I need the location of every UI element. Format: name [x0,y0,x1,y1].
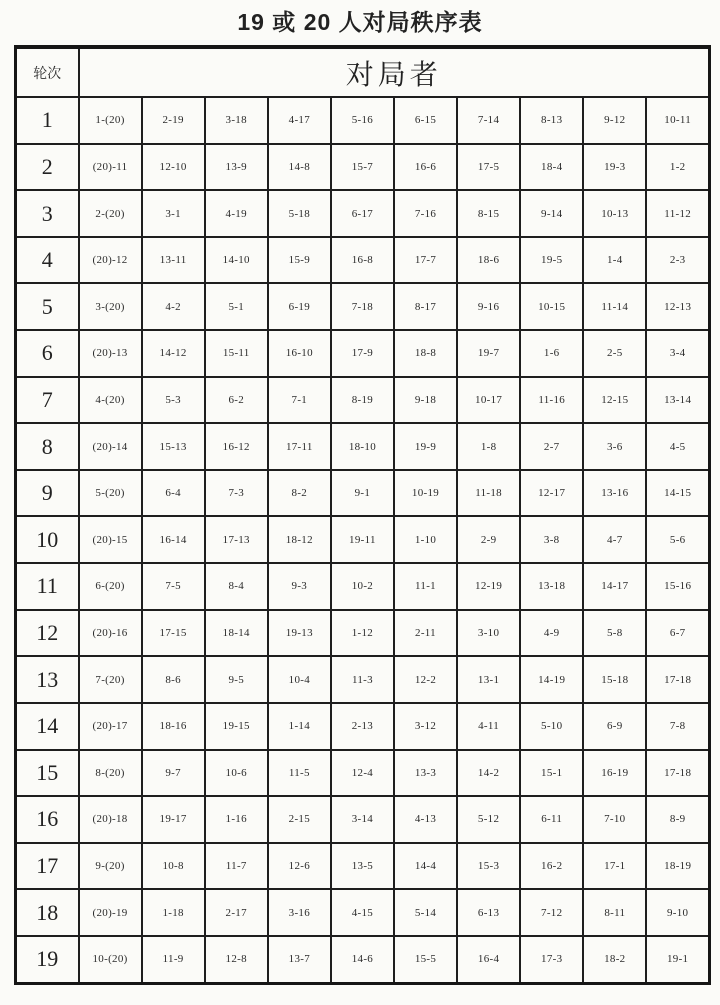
pairing-cell: 16-10 [268,330,331,377]
pairing-cell: 9-10 [646,889,709,936]
pairing-cell: 10-2 [331,563,394,610]
round-number-cell: 17 [16,843,79,890]
pairing-cell: 1-8 [457,423,520,470]
pairing-cell: 6-2 [205,377,268,424]
round-number-cell: 16 [16,796,79,843]
pairing-cell: (20)-14 [79,423,142,470]
pairing-cell: 19-15 [205,703,268,750]
pairing-cell: 4-11 [457,703,520,750]
pairing-cell: 1-12 [331,610,394,657]
pairing-cell: 5-12 [457,796,520,843]
pairing-cell: 10-19 [394,470,457,517]
pairing-cell: 13-11 [142,237,205,284]
pairing-cell: 2-9 [457,516,520,563]
table-row [16,889,710,936]
pairing-cell: 5-16 [331,97,394,144]
pairing-cell: 19-1 [646,936,709,984]
pairing-cell: 18-10 [331,423,394,470]
pairing-cell: 19-5 [520,237,583,284]
pairing-cell: 19-7 [457,330,520,377]
pairing-cell: 6-7 [646,610,709,657]
pairing-cell: 10-6 [205,750,268,797]
pairing-cell: 4-19 [205,190,268,237]
table-row [16,516,710,563]
pairing-cell: 8-13 [520,97,583,144]
pairing-cell: 12-10 [142,144,205,191]
pairing-cell: 9-18 [394,377,457,424]
pairing-cell: 2-5 [583,330,646,377]
pairing-cell: 1-2 [646,144,709,191]
pairing-cell: 3-12 [394,703,457,750]
pairing-cell: 8-17 [394,283,457,330]
pairing-cell: 5-(20) [79,470,142,517]
pairing-cell: 13-3 [394,750,457,797]
pairing-cell: 15-3 [457,843,520,890]
table-row [16,936,710,984]
table-row [16,144,710,191]
pairing-cell: (20)-16 [79,610,142,657]
pairing-cell: 18-8 [394,330,457,377]
round-number-cell: 7 [16,377,79,424]
round-number-cell: 9 [16,470,79,517]
pairing-cell: 11-14 [583,283,646,330]
pairing-cell: 7-8 [646,703,709,750]
pairing-cell: 9-16 [457,283,520,330]
pairing-cell: 7-10 [583,796,646,843]
pairing-cell: 2-7 [520,423,583,470]
pairing-cell: 2-11 [394,610,457,657]
round-number-cell: 8 [16,423,79,470]
table-row [16,796,710,843]
pairing-cell: 7-(20) [79,656,142,703]
pairing-cell: 11-3 [331,656,394,703]
pairing-cell: 1-6 [520,330,583,377]
pairing-cell: 5-10 [520,703,583,750]
pairing-cell: 3-10 [457,610,520,657]
pairing-order-table [14,45,711,985]
pairing-cell: 4-7 [583,516,646,563]
pairing-cell: 8-19 [331,377,394,424]
round-number-cell: 1 [16,97,79,144]
round-number-cell: 12 [16,610,79,657]
pairing-cell: 3-14 [331,796,394,843]
pairing-cell: 15-5 [394,936,457,984]
pairing-cell: 16-2 [520,843,583,890]
pairing-cell: 14-2 [457,750,520,797]
pairing-cell: 12-13 [646,283,709,330]
pairing-cell: 14-12 [142,330,205,377]
pairing-cell: 3-6 [583,423,646,470]
pairing-cell: 12-19 [457,563,520,610]
pairing-cell: 19-13 [268,610,331,657]
table-row [16,563,710,610]
pairing-cell: 4-5 [646,423,709,470]
pairing-cell: 18-4 [520,144,583,191]
pairing-cell: 18-16 [142,703,205,750]
pairing-cell: 10-4 [268,656,331,703]
table-row [16,843,710,890]
pairing-cell: 2-17 [205,889,268,936]
pairing-cell: 15-7 [331,144,394,191]
pairing-cell: 2-15 [268,796,331,843]
pairing-cell: 15-1 [520,750,583,797]
pairing-cell: 15-11 [205,330,268,377]
pairing-cell: 9-12 [583,97,646,144]
pairing-cell: 15-13 [142,423,205,470]
pairing-cell: (20)-15 [79,516,142,563]
pairing-cell: (20)-19 [79,889,142,936]
pairing-cell: 17-13 [205,516,268,563]
pairing-cell: (20)-12 [79,237,142,284]
pairing-cell: 12-17 [520,470,583,517]
round-number-cell: 19 [16,936,79,984]
pairing-cell: 13-1 [457,656,520,703]
pairing-cell: 17-5 [457,144,520,191]
table-row [16,190,710,237]
pairing-cell: 6-13 [457,889,520,936]
pairing-cell: 12-15 [583,377,646,424]
round-number-cell: 6 [16,330,79,377]
table-row [16,283,710,330]
pairing-cell: 3-(20) [79,283,142,330]
table-row [16,656,710,703]
pairing-cell: 8-11 [583,889,646,936]
pairing-cell: 11-7 [205,843,268,890]
table-row [16,97,710,144]
round-number-cell: 2 [16,144,79,191]
pairing-cell: 4-(20) [79,377,142,424]
pairing-cell: 1-10 [394,516,457,563]
pairing-cell: 1-(20) [79,97,142,144]
pairing-cell: 7-5 [142,563,205,610]
table-row [16,237,710,284]
pairing-cell: 17-11 [268,423,331,470]
pairing-cell: 12-2 [394,656,457,703]
pairing-cell: 4-17 [268,97,331,144]
table-row [16,423,710,470]
pairing-cell: 5-1 [205,283,268,330]
pairing-cell: 1-16 [205,796,268,843]
pairing-cell: 16-8 [331,237,394,284]
pairing-cell: 18-2 [583,936,646,984]
pairing-cell: 18-19 [646,843,709,890]
pairing-cell: 5-3 [142,377,205,424]
table-row [16,610,710,657]
pairing-cell: 19-3 [583,144,646,191]
pairing-cell: 11-16 [520,377,583,424]
pairing-cell: 6-9 [583,703,646,750]
pairing-cell: 13-7 [268,936,331,984]
round-number-cell: 15 [16,750,79,797]
pairing-cell: 10-(20) [79,936,142,984]
pairing-cell: 9-5 [205,656,268,703]
pairing-cell: 5-14 [394,889,457,936]
pairing-cell: 17-15 [142,610,205,657]
pairing-cell: 11-5 [268,750,331,797]
pairing-cell: 19-11 [331,516,394,563]
pairing-cell: 6-15 [394,97,457,144]
round-number-cell: 13 [16,656,79,703]
pairing-cell: 6-19 [268,283,331,330]
table-row [16,377,710,424]
pairing-cell: 2-19 [142,97,205,144]
pairing-cell: 5-8 [583,610,646,657]
pairing-cell: 3-8 [520,516,583,563]
pairing-cell: 19-17 [142,796,205,843]
pairing-cell: 3-18 [205,97,268,144]
pairing-cell: 17-9 [331,330,394,377]
round-number-cell: 10 [16,516,79,563]
pairing-cell: 15-16 [646,563,709,610]
pairing-cell: 7-3 [205,470,268,517]
pairing-cell: (20)-11 [79,144,142,191]
round-number-cell: 11 [16,563,79,610]
pairing-cell: 17-18 [646,750,709,797]
pairing-cell: 6-11 [520,796,583,843]
pairing-cell: 8-4 [205,563,268,610]
pairing-cell: 10-17 [457,377,520,424]
pairing-cell: 7-1 [268,377,331,424]
pairing-cell: 18-14 [205,610,268,657]
pairing-cell: 10-15 [520,283,583,330]
pairing-cell: 3-1 [142,190,205,237]
pairing-cell: 10-8 [142,843,205,890]
pairing-cell: 9-1 [331,470,394,517]
pairing-cell: 8-2 [268,470,331,517]
round-number-cell: 4 [16,237,79,284]
pairing-cell: 16-6 [394,144,457,191]
round-column-header: 轮次 [16,47,79,97]
pairing-cell: 17-18 [646,656,709,703]
pairing-cell: 2-3 [646,237,709,284]
pairing-cell: 1-18 [142,889,205,936]
pairing-cell: 14-17 [583,563,646,610]
pairing-cell: 13-14 [646,377,709,424]
pairing-cell: 12-8 [205,936,268,984]
round-number-cell: 3 [16,190,79,237]
pairing-cell: 3-4 [646,330,709,377]
pairing-cell: (20)-13 [79,330,142,377]
pairing-cell: (20)-18 [79,796,142,843]
table-row [16,470,710,517]
pairing-cell: 14-8 [268,144,331,191]
pairing-cell: 4-9 [520,610,583,657]
pairing-cell: 19-9 [394,423,457,470]
pairing-cell: 11-1 [394,563,457,610]
pairing-cell: 10-13 [583,190,646,237]
pairing-cell: 17-1 [583,843,646,890]
pairing-cell: 5-6 [646,516,709,563]
pairing-cell: 15-9 [268,237,331,284]
table-row [16,703,710,750]
pairing-cell: 18-12 [268,516,331,563]
pairing-cell: 18-6 [457,237,520,284]
table-row [16,330,710,377]
table-row [16,750,710,797]
pairing-cell: 7-12 [520,889,583,936]
pairing-cell: 3-16 [268,889,331,936]
pairing-cell: 13-5 [331,843,394,890]
pairing-cell: 5-18 [268,190,331,237]
pairing-cell: 8-6 [142,656,205,703]
pairing-cell: 4-13 [394,796,457,843]
pairing-cell: 8-(20) [79,750,142,797]
pairing-cell: 4-2 [142,283,205,330]
pairing-cell: 9-7 [142,750,205,797]
pairing-cell: 16-19 [583,750,646,797]
pairing-cell: 17-7 [394,237,457,284]
table-header-row [16,47,710,97]
round-number-cell: 5 [16,283,79,330]
page-title: 19 或 20 人对局秩序表 [237,9,483,35]
round-number-cell: 14 [16,703,79,750]
pairing-cell: 14-6 [331,936,394,984]
pairing-cell: 10-11 [646,97,709,144]
players-column-header: 对局者 [79,47,710,97]
pairing-cell: 12-4 [331,750,394,797]
pairing-cell: 1-4 [583,237,646,284]
pairing-cell: 14-10 [205,237,268,284]
round-number-cell: 18 [16,889,79,936]
pairing-cell: 6-17 [331,190,394,237]
pairing-cell: 1-14 [268,703,331,750]
table-body [16,97,710,984]
pairing-cell: 11-12 [646,190,709,237]
pairing-cell: 17-3 [520,936,583,984]
pairing-cell: 14-4 [394,843,457,890]
pairing-cell: 7-16 [394,190,457,237]
pairing-cell: 6-4 [142,470,205,517]
pairing-cell: 7-14 [457,97,520,144]
pairing-cell: 9-14 [520,190,583,237]
pairing-cell: (20)-17 [79,703,142,750]
pairing-cell: 13-18 [520,563,583,610]
pairing-cell: 11-18 [457,470,520,517]
pairing-cell: 2-(20) [79,190,142,237]
pairing-cell: 4-15 [331,889,394,936]
pairing-cell: 14-19 [520,656,583,703]
pairing-cell: 13-16 [583,470,646,517]
pairing-cell: 16-4 [457,936,520,984]
pairing-cell: 11-9 [142,936,205,984]
pairing-cell: 16-14 [142,516,205,563]
pairing-cell: 13-9 [205,144,268,191]
pairing-cell: 15-18 [583,656,646,703]
pairing-cell: 9-(20) [79,843,142,890]
pairing-cell: 12-6 [268,843,331,890]
pairing-cell: 7-18 [331,283,394,330]
pairing-cell: 8-9 [646,796,709,843]
pairing-cell: 8-15 [457,190,520,237]
pairing-cell: 14-15 [646,470,709,517]
pairing-cell: 16-12 [205,423,268,470]
pairing-cell: 6-(20) [79,563,142,610]
pairing-cell: 2-13 [331,703,394,750]
pairing-cell: 9-3 [268,563,331,610]
